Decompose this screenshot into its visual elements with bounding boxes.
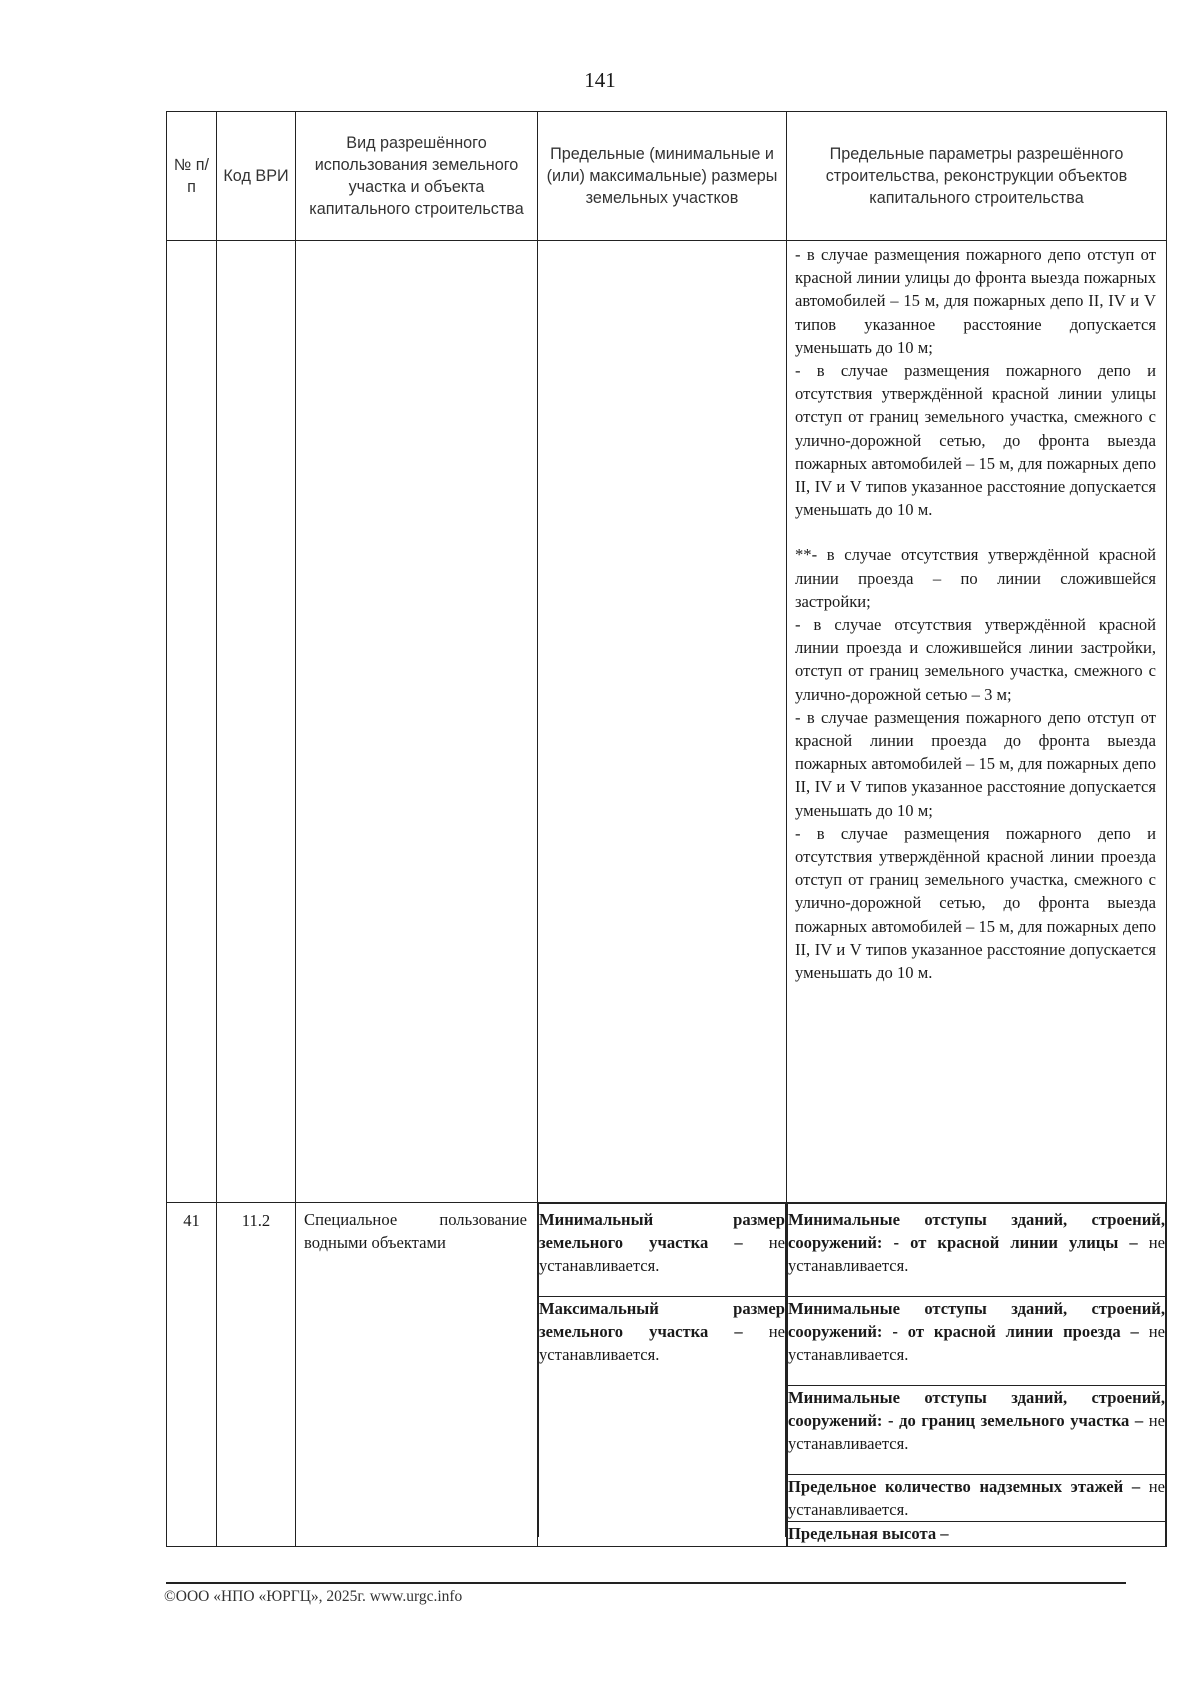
header-num: № п/п [167,112,217,241]
paragraph: - в случае размещения пожарного депо отступ от красной линии проезда до фронта выезда пожарных автомобилей – 15 м, для пожарных депо II, IV и V типов указанное расстояние допускается уменьшать до 10 м; [795,707,1156,820]
param-cell: Минимальные отступы зданий, строений, сооружений: - от красной линии проезда – не устанавливается. [788,1297,1166,1386]
cell-kind-empty [296,241,538,1203]
row-sizes [538,1203,787,1547]
paragraph: - в случае отсутствия утверждённой красной линии проезда и сложившейся линии застройки, отступ от границ земельного участка, смежного с улично-дорожной сетью – 3 м; [795,615,1156,704]
footer-divider [166,1582,1126,1584]
param-cell: Минимальные отступы зданий, строений, сооружений: - до границ земельного участка – не устанавливается. [788,1386,1166,1475]
table-row-continuation [167,241,1167,1203]
regulations-table [166,111,1167,1547]
row-params [787,1203,1167,1547]
paragraph: **- в случае отсутствия утверждённой красной линии проезда – по линии сложившейся застройки; [795,545,1156,611]
header-kind: Вид разрешённого использования земельного участка и объекта капитального строительства [296,112,538,241]
param-cell: Предельная высота – [788,1522,1166,1546]
row-code: 11.2 [217,1203,296,1547]
table-row-41 [167,1203,1167,1547]
sizes-subtable [538,1203,786,1537]
paragraph: - в случае размещения пожарного депо и отсутствия утверждённой красной линии проезда отступ от границ земельного участка, смежного с улично-дорожной сетью, до фронта выезда пожарных автомобилей – 15 м, для пожарных депо II, IV и V типов указанное расстояние допускается уменьшать до 10 м. [795,823,1156,983]
cell-num-empty [167,241,217,1203]
min-size-cell: Минимальный размер земельного участка – не устанавливается. [539,1204,786,1297]
cell-sizes-empty [538,241,787,1203]
cell-params-continuation [787,241,1167,1203]
paragraph: - в случае размещения пожарного депо и отсутствия утверждённой красной линии улицы отступ от границ земельного участка, смежного с улично-дорожной сетью, до фронта выезда пожарных автомобилей – 15 м, для пожарных депо II, IV и V типов указанное расстояние допускается уменьшать до 10 м. [795,361,1156,520]
param-cell: Минимальные отступы зданий, строений, сооружений: - от красной линии улицы – не устанавливается. [788,1204,1166,1297]
row-number: 41 [167,1203,217,1547]
row-kind: Специальное пользование водными объектами [296,1203,538,1547]
page-number: 141 [584,68,616,92]
paragraph: - в случае размещения пожарного депо отступ от красной линии улицы до фронта выезда пожарных автомобилей – 15 м, для пожарных депо II, IV и V типов указанное расстояние допускается уменьшать до 10 м; [795,245,1156,357]
param-cell: Предельное количество надземных этажей – не устанавливается. [788,1475,1166,1522]
header-params: Предельные параметры разрешённого строительства, реконструкции объектов капитального строительства [787,112,1167,241]
max-size-cell: Максимальный размер земельного участка – не устанавливается. [539,1297,786,1538]
footer-copyright: ©ООО «НПО «ЮРГЦ», 2025г. www.urgc.info [164,1588,463,1605]
header-sizes: Предельные (минимальные и (или) максимальные) размеры земельных участков [538,112,787,241]
cell-code-empty [217,241,296,1203]
header-code: Код ВРИ [217,112,296,241]
table-header-row [167,112,1167,241]
params-subtable [787,1203,1166,1546]
